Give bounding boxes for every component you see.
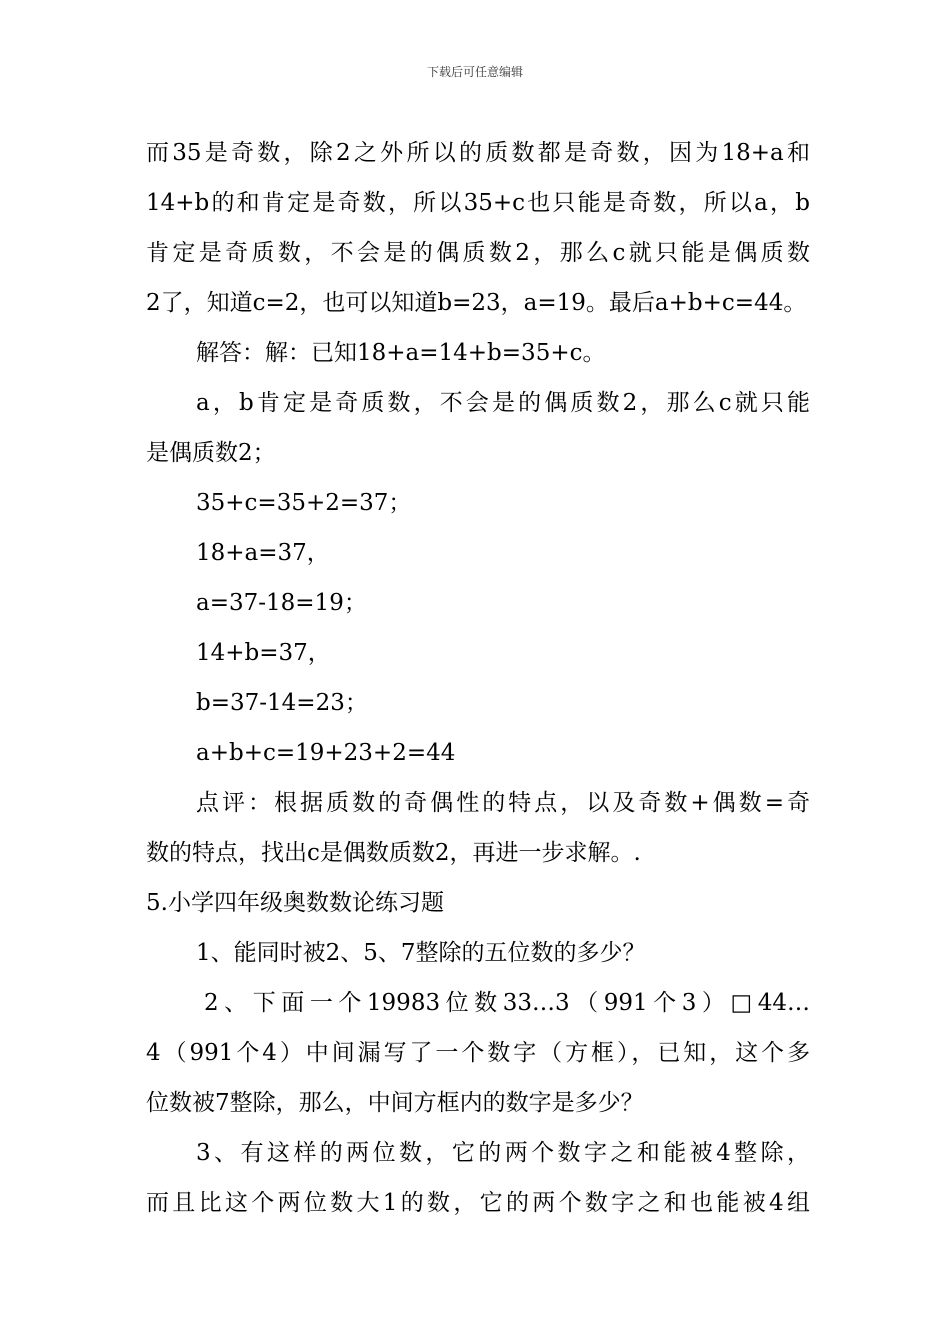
question-line: 4（991个4）中间漏写了一个数字（方框），已知，这个多 <box>146 1040 810 1066</box>
paragraph-line: 是偶质数2； <box>146 440 276 466</box>
comment-line: 数的特点，找出c是偶数质数2，再进一步求解。. <box>146 840 641 866</box>
question-line: 位数被7整除，那么，中间方框内的数字是多少？ <box>146 1090 644 1116</box>
paragraph-line: 而35是奇数，除2之外所以的质数都是奇数，因为18+a和 <box>146 140 810 166</box>
paragraph-line: 2了，知道c=2，也可以知道b=23，a=19。最后a+b+c=44。 <box>146 290 807 316</box>
question-line: 而且比这个两位数大1的数，它的两个数字之和也能被4组 <box>146 1190 810 1216</box>
paragraph-line: 14+b的和肯定是奇数，所以35+c也只能是奇数，所以a，b <box>146 190 810 216</box>
answer-heading: 解答：解：已知18+a=14+b=35+c。 <box>196 340 606 366</box>
question-line: 1、能同时被2、5、7整除的五位数的多少？ <box>196 940 646 966</box>
document-body <box>146 128 810 1228</box>
page-header: 下载后可任意编辑 <box>426 65 523 79</box>
paragraph-line: 肯定是奇质数，不会是的偶质数2，那么c就只能是偶质数 <box>146 240 810 266</box>
equation-line: 18+a=37， <box>196 540 330 566</box>
section-heading: 5.小学四年级奥数数论练习题 <box>146 890 444 916</box>
equation-line: 14+b=37， <box>196 640 331 666</box>
question-line: 2、下面一个19983位数33…3（991个3）□44… <box>204 990 810 1016</box>
comment-line: 点评：根据质数的奇偶性的特点，以及奇数+偶数=奇 <box>196 790 810 816</box>
equation-line: a=37-18=19； <box>196 590 367 616</box>
equation-line: b=37-14=23； <box>196 690 368 716</box>
question-line: 3、有这样的两位数，它的两个数字之和能被4整除， <box>196 1140 810 1166</box>
equation-line: 35+c=35+2=37； <box>196 490 412 516</box>
paragraph-line: a，b肯定是奇质数，不会是的偶质数2，那么c就只能 <box>196 390 810 416</box>
equation-line: a+b+c=19+23+2=44 <box>196 740 456 766</box>
